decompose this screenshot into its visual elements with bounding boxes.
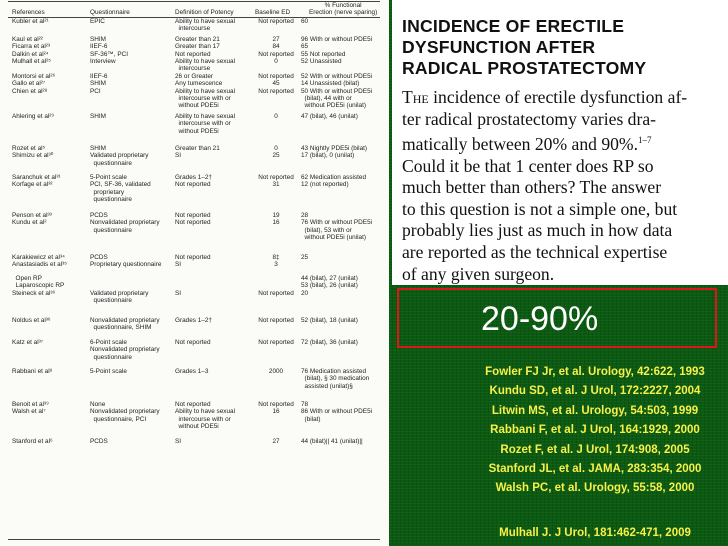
article-lead-word: The [402, 87, 429, 107]
cell-definition: Ability to have sexual intercourse [175, 18, 236, 33]
cell-questionnaire: PCDS Nonvalidated proprietary questionnaire [90, 212, 160, 234]
cell-questionnaire: None Nonvalidated proprietary questionnaire, PCI [90, 401, 160, 423]
cell-definition: Not reported Not reported [175, 212, 211, 227]
cell-functional: 52 (bilat), 18 (unilat) [301, 317, 358, 324]
cell-definition: Grades 1–2† Not reported [175, 174, 212, 189]
cell-reference: Saranchuk et al³¹ Korfage et al³² [12, 174, 61, 189]
cell-functional: 28 76 With or without PDE5i (bilat), 53 with or without PDE5i (unilat) [301, 212, 373, 241]
cell-functional: 47 (bilat), 46 (unilat) [301, 113, 358, 120]
cell-reference: Noldus et al³⁶ [12, 317, 51, 324]
cell-questionnaire: SHIM Validated proprietary questionnaire [90, 145, 149, 167]
cell-functional: 72 (bilat), 36 (unilat) [301, 339, 358, 346]
cell-reference: Karakiewicz et al³⁴ Anastasiadis et al³⁵ [12, 254, 67, 269]
cell-baseline: Not reported 45 Not reported [258, 73, 294, 95]
cell-questionnaire: 5-Point scale [90, 368, 127, 375]
cell-questionnaire: SHIM [90, 113, 106, 120]
cell-reference: Open RP Laparoscopic RP Steineck et al³⁶ [12, 275, 65, 297]
cell-definition: SI [175, 438, 182, 445]
cell-functional: 44 (bilat)|| 41 (unilat)|| [301, 438, 363, 445]
cell-baseline: 27 84 Not reported 0 [258, 36, 294, 65]
cell-questionnaire: EPIC [90, 18, 105, 25]
cell-questionnaire: SHIM IIEF-6 SF-36™, PCI Interview [90, 36, 128, 65]
cell-questionnaire: 6-Point scale Nonvalidated proprietary questionnaire [90, 339, 160, 361]
cell-baseline: 2000 [268, 368, 284, 375]
article-body [402, 87, 724, 285]
cell-functional: 52 With or without PDE5i 14 Unassisted (bilat) 50 With or without PDE5i (bilat), 44 with or without PDE5i (unilat) [301, 73, 373, 110]
range-highlight-box [397, 288, 717, 348]
reference-item: Rozet F, et al. J Urol, 174:908, 2005 [500, 443, 690, 456]
cell-baseline: 19 16 [272, 212, 280, 227]
header-references: References [12, 9, 45, 16]
cell-questionnaire: IIEF-6 SHIM PCI [90, 73, 108, 95]
cell-baseline: 0 25 [272, 145, 280, 160]
cell-definition: Ability to have sexual intercourse with or without PDE5i [175, 113, 236, 135]
article-excerpt [392, 0, 728, 285]
article-body-text-2: Could it be that 1 center does RP so much better than others? The answer to this question is not a simple one, but probably lies just as much in how data are reported as the technical expertise of any given surgeon. [402, 155, 678, 284]
header-functional-erection: % Functional Erection (nerve sparing) [309, 2, 378, 17]
cell-definition: Greater than 21 Greater than 17 Not reported Ability to have sexual intercourse [175, 36, 236, 73]
cell-functional: 60 [301, 18, 309, 25]
cell-baseline: Not reported [258, 289, 294, 297]
cell-definition: Grades 1–3 [175, 368, 209, 375]
cell-reference: Montorsi et al²⁶ Gallo et al²⁷ Chien et al²⁸ [12, 73, 56, 95]
cell-functional: 43 Nightly PDE5i (bilat) 17 (bilat), 0 (unilat) [301, 145, 368, 160]
cell-reference: Penson et al³³ Kundu et al² [12, 212, 52, 227]
cell-baseline: Not reported 16 [258, 401, 294, 416]
cell-reference: Benoit et al³⁹ Walsh et al⁷ [12, 401, 49, 416]
cell-questionnaire: Validated proprietary questionnaire [90, 289, 149, 304]
reference-list [470, 363, 728, 499]
reference-item: Rabbani F, et al. J Urol, 164:1929, 2000 [490, 424, 700, 437]
cell-definition: Not reported SI [175, 254, 211, 269]
cell-functional: 96 With or without PDE5i 65 55 Not reported 52 Unassisted [301, 36, 373, 65]
header-baseline-ed: Baseline ED [255, 9, 291, 16]
table-top-rule [8, 1, 380, 2]
cell-baseline: Not reported 31 [258, 174, 294, 189]
cell-reference: Rabbani et al⁸ [12, 368, 53, 375]
cell-reference: Kaul et al²² Ficarra et al²³ Dalkin et al²⁴ Mulhall et al²⁵ [12, 36, 51, 65]
cell-definition: Greater than 21 SI [175, 145, 220, 160]
cell-reference: Rozet et al⁵ Shimizu et al³⁰ [12, 145, 54, 160]
cell-functional: 78 86 With or without PDE5i (bilat) [301, 401, 373, 423]
reference-item: Litwin MS, et al. Urology, 54:503, 1999 [491, 404, 699, 417]
cell-questionnaire: PCDS Proprietary questionnaire [90, 254, 162, 269]
cell-definition: Not reported Ability to have sexual intercourse with or without PDE5i [175, 401, 236, 430]
range-value: 20-90% [481, 300, 599, 338]
cell-questionnaire: 5-Point scale PCI, SF-36, validated proprietary questionnaire [90, 174, 151, 203]
cell-baseline: Not reported [258, 339, 294, 346]
cell-definition: 26 or Greater Any tumescence Ability to have sexual intercourse with or without PDE5i [175, 73, 236, 110]
cell-functional: 44 (bilat), 27 (unilat) 53 (bilat), 26 (unilat) 20 [301, 275, 358, 297]
reference-item: Stanford JL, et al. JAMA, 283:354, 2000 [488, 463, 702, 476]
cell-reference: Stanford et al⁶ [12, 438, 53, 445]
source-citation: Mulhall J. J Urol, 181:462-471, 2009 [499, 527, 691, 539]
article-title: INCIDENCE OF ERECTILE DYSFUNCTION AFTER RADICAL PROSTATECTOMY [402, 16, 647, 78]
cell-functional: 62 Medication assisted 12 (not reported) [301, 174, 367, 189]
reference-item: Fowler FJ Jr, et al. Urology, 42:622, 1993 [485, 366, 705, 378]
cell-baseline: 8‡ 3 [272, 254, 280, 269]
cell-questionnaire: PCDS [90, 438, 108, 445]
cell-baseline: 0 [274, 113, 278, 120]
reference-item: Walsh PC, et al. Urology, 55:58, 2000 [495, 482, 695, 495]
header-definition-of-potency: Definition of Potency [175, 9, 234, 16]
cell-questionnaire: Nonvalidated proprietary questionnaire, SHIM [90, 317, 160, 332]
article-citation: 1–7 [637, 135, 652, 146]
cell-definition: Not reported [175, 339, 211, 346]
cell-functional: 76 Medication assisted (bilat), § 30 medication assisted (unilat)§ [301, 368, 370, 390]
reference-item: Kundu SD, et al. J Urol, 172:2227, 2004 [489, 385, 701, 398]
cell-reference: Katz et al³⁷ [12, 339, 44, 346]
cell-reference: Kubler et al²¹ [12, 18, 49, 25]
table-bottom-rule [8, 539, 380, 540]
cell-definition: Grades 1–2† [175, 317, 212, 324]
header-questionnaire: Questionnaire [90, 9, 130, 16]
article-body-text: incidence of erectile dysfunction af- ter radical prostatectomy varies dra- matically between 20% and 90%. [402, 87, 688, 155]
cell-reference: Ahlering et al²⁹ [12, 113, 55, 120]
cell-baseline: 27 [272, 438, 280, 445]
cell-baseline: Not reported [258, 317, 294, 324]
cell-definition: SI [175, 289, 182, 297]
cell-functional: 25 [301, 254, 309, 261]
cell-baseline: Not reported [258, 18, 294, 25]
